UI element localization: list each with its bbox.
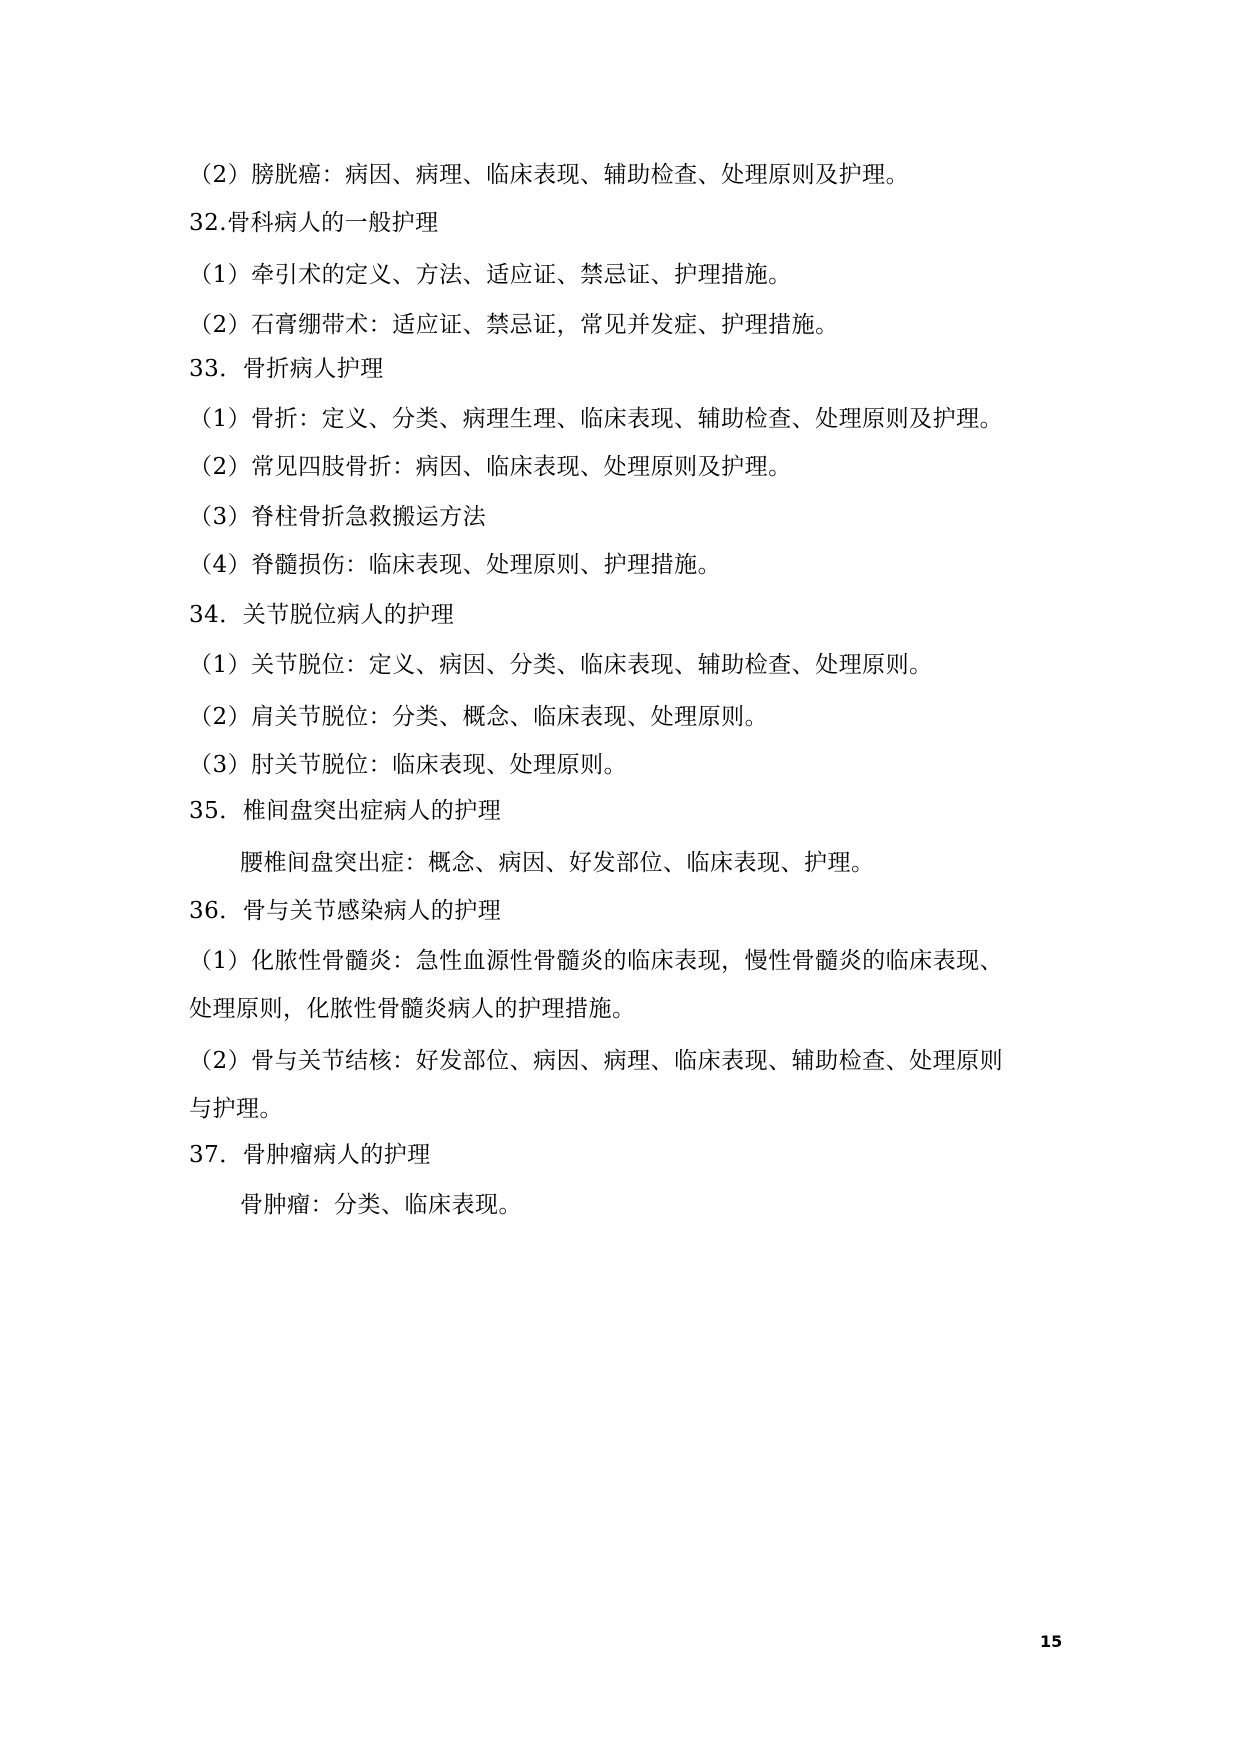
text-line: （1）骨折：定义、分类、病理生理、临床表现、辅助检查、处理原则及护理。 <box>189 406 1004 432</box>
text-line: （1）牵引术的定义、方法、适应证、禁忌证、护理措施。 <box>189 262 792 288</box>
text-line: （2）常见四肢骨折：病因、临床表现、处理原则及护理。 <box>189 454 792 480</box>
section-heading-37: 37．骨肿瘤病人的护理 <box>189 1142 431 1168</box>
section-heading-35: 35．椎间盘突出症病人的护理 <box>189 798 502 824</box>
text-line: 腰椎间盘突出症：概念、病因、好发部位、临床表现、护理。 <box>240 850 875 876</box>
text-line: （1）关节脱位：定义、病因、分类、临床表现、辅助检查、处理原则。 <box>189 652 933 678</box>
text-line: （2）骨与关节结核：好发部位、病因、病理、临床表现、辅助检查、处理原则 <box>189 1048 1004 1074</box>
section-heading-32: 32.骨科病人的一般护理 <box>189 210 439 236</box>
text-line: 与护理。 <box>189 1096 283 1122</box>
text-line: （3）肘关节脱位：临床表现、处理原则。 <box>189 752 628 778</box>
text-line: （2）石膏绷带术：适应证、禁忌证，常见并发症、护理措施。 <box>189 312 839 338</box>
section-heading-33: 33．骨折病人护理 <box>189 356 384 382</box>
page-number: 15 <box>1040 1632 1063 1651</box>
section-heading-34: 34．关节脱位病人的护理 <box>189 602 455 628</box>
text-line: （2）膀胱癌：病因、病理、临床表现、辅助检查、处理原则及护理。 <box>189 162 910 188</box>
text-line: 处理原则，化脓性骨髓炎病人的护理措施。 <box>189 996 636 1022</box>
text-line: 骨肿瘤：分类、临床表现。 <box>240 1192 522 1218</box>
text-line: （1）化脓性骨髓炎：急性血源性骨髓炎的临床表现，慢性骨髓炎的临床表现、 <box>189 948 1004 974</box>
text-line: （4）脊髓损伤：临床表现、处理原则、护理措施。 <box>189 552 722 578</box>
section-heading-36: 36．骨与关节感染病人的护理 <box>189 898 502 924</box>
text-line: （2）肩关节脱位：分类、概念、临床表现、处理原则。 <box>189 704 769 730</box>
text-line: （3）脊柱骨折急救搬运方法 <box>189 504 487 530</box>
